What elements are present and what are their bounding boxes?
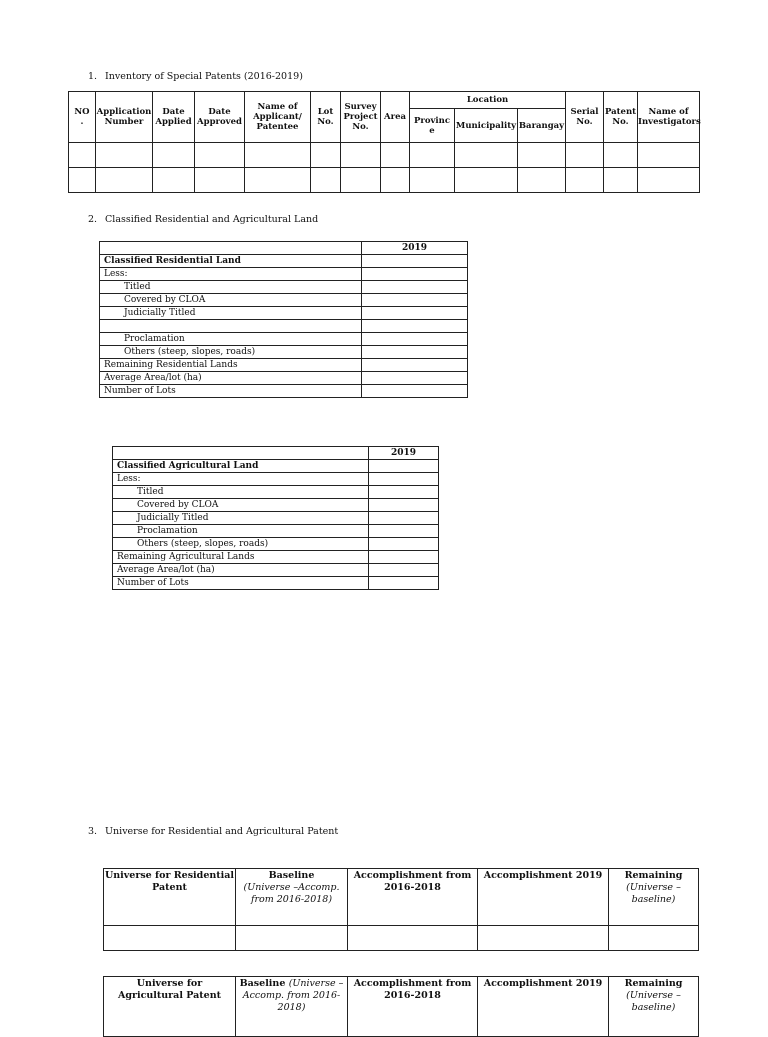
row-label: Less: <box>100 268 362 281</box>
col-date-approved-header: Date Approved <box>195 92 245 143</box>
table-cell[interactable] <box>341 168 381 193</box>
section-1-number: 1. <box>88 71 98 82</box>
col-baseline-header: Baseline (Universe – Accomp. from 2016- 2018) <box>236 977 348 1037</box>
row-label: Remaining Residential Lands <box>100 359 362 372</box>
row-label: Less: <box>113 473 369 486</box>
row-label: Average Area/lot (ha) <box>100 372 362 385</box>
table-cell[interactable] <box>69 143 96 168</box>
table-cell[interactable] <box>381 168 410 193</box>
row-label: Average Area/lot (ha) <box>113 564 369 577</box>
col-remaining-header: Remaining (Universe – baseline) <box>609 977 699 1037</box>
table-cell[interactable] <box>69 168 96 193</box>
table-cell[interactable] <box>604 168 638 193</box>
year-header: 2019 <box>369 447 439 460</box>
table-cell[interactable] <box>195 143 245 168</box>
value-cell[interactable] <box>362 307 468 320</box>
section-3-title: Universe for Residential and Agricultural Patent <box>105 826 339 837</box>
section-1-heading <box>88 71 303 82</box>
col-accomplishment-2019-header: Accomplishment 2019 <box>478 869 609 926</box>
table-row <box>69 168 700 193</box>
table-cell[interactable] <box>245 143 311 168</box>
value-cell[interactable] <box>362 372 468 385</box>
universe-residential-table <box>103 868 699 951</box>
col-accomplishment-2019-header: Accomplishment 2019 <box>478 977 609 1037</box>
col-barangay-header: Barangay <box>518 109 566 143</box>
row-label: Judicially Titled <box>113 512 369 525</box>
table-cell[interactable] <box>410 143 455 168</box>
row-label: Classified Residential Land <box>100 255 362 268</box>
table-cell[interactable] <box>455 143 518 168</box>
table-cell[interactable] <box>381 143 410 168</box>
table-cell[interactable] <box>609 926 699 951</box>
col-survey-header: Survey Project No. <box>341 92 381 143</box>
value-cell[interactable] <box>362 333 468 346</box>
empty-header-cell <box>100 242 362 255</box>
section-2-heading <box>88 214 318 225</box>
value-cell[interactable] <box>369 551 439 564</box>
col-date-applied-header: Date Applied <box>153 92 195 143</box>
table-cell[interactable] <box>455 168 518 193</box>
col-no-header: NO . <box>69 92 96 143</box>
value-cell[interactable] <box>369 486 439 499</box>
table-cell[interactable] <box>348 926 478 951</box>
value-cell[interactable] <box>369 538 439 551</box>
table-cell[interactable] <box>518 143 566 168</box>
table-cell[interactable] <box>311 168 341 193</box>
value-cell[interactable] <box>369 499 439 512</box>
section-1-title: Inventory of Special Patents (2016-2019) <box>105 71 303 82</box>
table-cell[interactable] <box>96 168 153 193</box>
table-cell[interactable] <box>566 168 604 193</box>
col-municipality-header: Municipality <box>455 109 518 143</box>
table-cell[interactable] <box>410 168 455 193</box>
col-serial-header: Serial No. <box>566 92 604 143</box>
row-label: Titled <box>100 281 362 294</box>
value-cell[interactable] <box>369 512 439 525</box>
value-cell[interactable] <box>369 564 439 577</box>
row-label: Covered by CLOA <box>113 499 369 512</box>
table-cell[interactable] <box>566 143 604 168</box>
row-label: Judicially Titled <box>100 307 362 320</box>
row-label: Others (steep, slopes, roads) <box>100 346 362 359</box>
section-3-heading <box>88 826 338 837</box>
row-label: Number of Lots <box>113 577 369 590</box>
table-cell[interactable] <box>604 143 638 168</box>
col-applicant-header: Name of Applicant/ Patentee <box>245 92 311 143</box>
row-label: Titled <box>113 486 369 499</box>
section-2-title: Classified Residential and Agricultural Land <box>105 214 319 225</box>
section-3-number: 3. <box>88 826 98 837</box>
table-cell[interactable] <box>245 168 311 193</box>
col-province-header: Provinc e <box>410 109 455 143</box>
value-cell[interactable] <box>362 385 468 398</box>
value-cell[interactable] <box>362 268 468 281</box>
table-cell[interactable] <box>638 143 700 168</box>
col-remaining-header: Remaining (Universe – baseline) <box>609 869 699 926</box>
table-cell[interactable] <box>153 143 195 168</box>
row-label: Classified Agricultural Land <box>113 460 369 473</box>
col-application-number-header: Application Number <box>96 92 153 143</box>
table-cell[interactable] <box>236 926 348 951</box>
col-patent-header: Patent No. <box>604 92 638 143</box>
row-label: Others (steep, slopes, roads) <box>113 538 369 551</box>
table-cell[interactable] <box>478 926 609 951</box>
special-patents-table <box>68 91 700 193</box>
table-cell[interactable] <box>96 143 153 168</box>
section-2-number: 2. <box>88 214 98 225</box>
row-label: Number of Lots <box>100 385 362 398</box>
table-cell[interactable] <box>311 143 341 168</box>
value-cell[interactable] <box>362 346 468 359</box>
value-cell[interactable] <box>362 320 468 333</box>
agricultural-land-table <box>112 446 439 590</box>
col-universe-header: Universe for Agricultural Patent <box>104 977 236 1037</box>
value-cell[interactable] <box>362 359 468 372</box>
table-cell[interactable] <box>195 168 245 193</box>
value-cell[interactable] <box>369 473 439 486</box>
residential-land-table <box>99 241 468 398</box>
year-header: 2019 <box>362 242 468 255</box>
col-area-header: Area <box>381 92 410 143</box>
value-cell[interactable] <box>369 525 439 538</box>
col-location-header: Location <box>410 92 566 109</box>
row-label: Proclamation <box>113 525 369 538</box>
value-cell[interactable] <box>369 577 439 590</box>
table-row <box>69 143 700 168</box>
row-label: Covered by CLOA <box>100 294 362 307</box>
table-cell[interactable] <box>104 926 236 951</box>
row-label: Proclamation <box>100 333 362 346</box>
table-cell[interactable] <box>153 168 195 193</box>
value-cell[interactable] <box>362 294 468 307</box>
row-label: Remaining Agricultural Lands <box>113 551 369 564</box>
value-cell[interactable] <box>362 255 468 268</box>
table-cell[interactable] <box>518 168 566 193</box>
empty-header-cell <box>113 447 369 460</box>
universe-agricultural-table <box>103 976 699 1037</box>
value-cell[interactable] <box>369 460 439 473</box>
table-cell[interactable] <box>638 168 700 193</box>
col-baseline-header: Baseline (Universe –Accomp. from 2016-2018) <box>236 869 348 926</box>
table-cell[interactable] <box>341 143 381 168</box>
value-cell[interactable] <box>362 281 468 294</box>
col-investigators-header: Name of Investigators <box>638 92 700 143</box>
row-label <box>100 320 362 333</box>
col-lot-no-header: Lot No. <box>311 92 341 143</box>
col-universe-header: Universe for Residential Patent <box>104 869 236 926</box>
col-accomplishment-2016-2018-header: Accomplishment from 2016-2018 <box>348 977 478 1037</box>
col-accomplishment-2016-2018-header: Accomplishment from 2016-2018 <box>348 869 478 926</box>
table-row <box>104 926 699 951</box>
